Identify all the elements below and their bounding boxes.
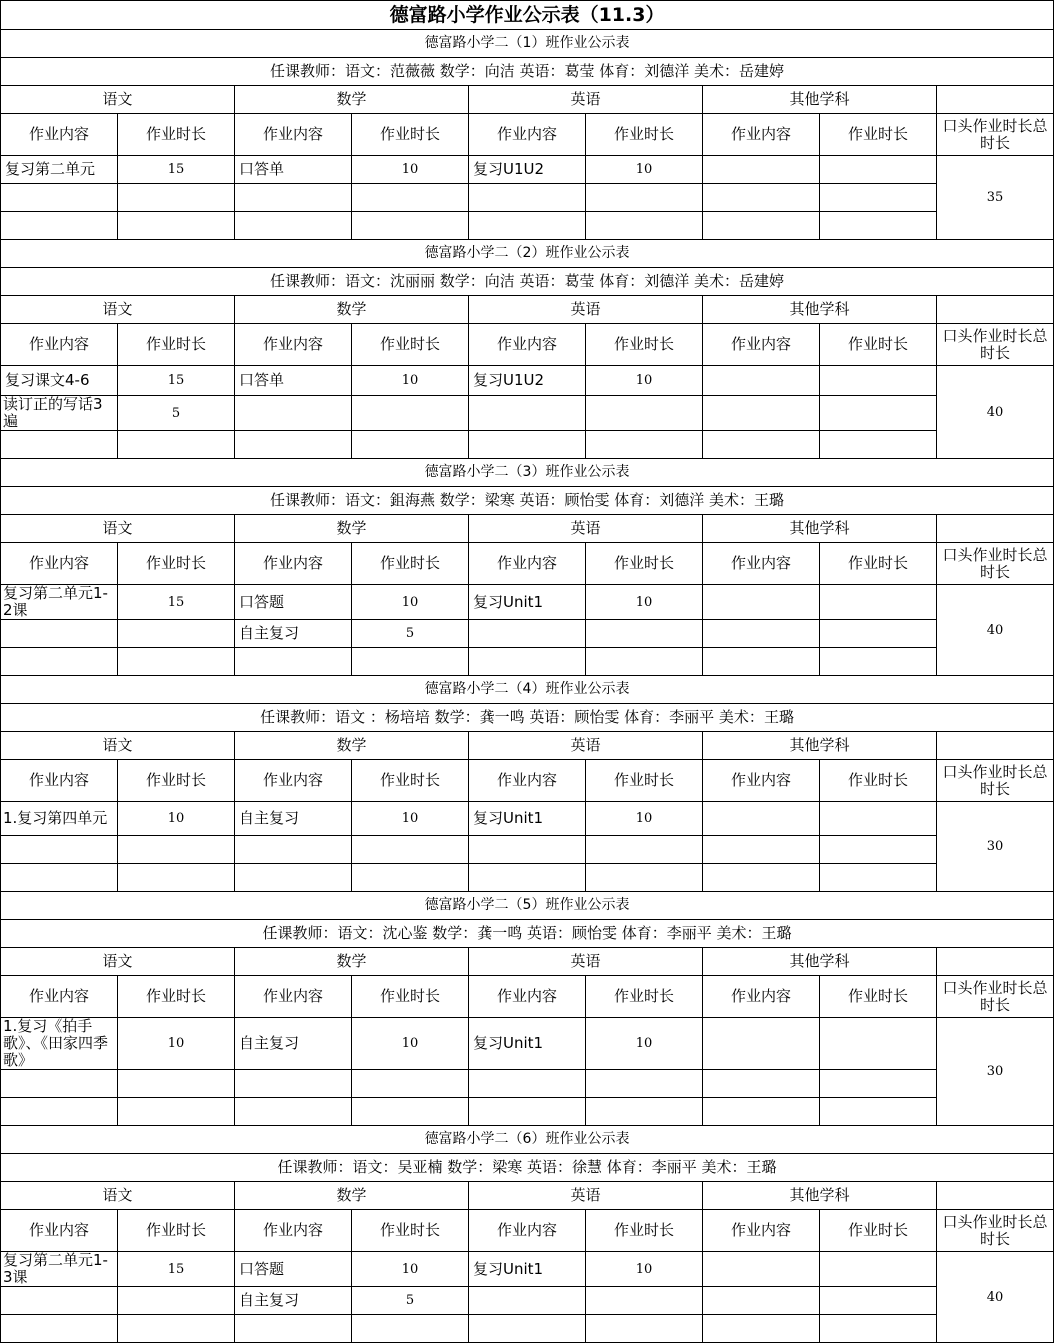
homework-duration-cell [820,648,937,676]
subject-math: 数学 [235,86,469,114]
class-heading-row [1,676,1054,704]
homework-content-cell [469,1287,586,1315]
homework-content-cell [1,431,118,459]
homework-content-cell: 复习U1U2 [469,366,586,396]
table-row [1,212,1054,240]
col-duration-header: 作业时长 [820,760,937,802]
teachers-row [1,58,1054,86]
empty-cell [937,948,1054,976]
homework-content-cell [235,212,352,240]
homework-duration-cell [820,156,937,184]
homework-content-cell [703,648,820,676]
homework-content-cell [1,836,118,864]
table-row [1,184,1054,212]
homework-duration-cell [586,648,703,676]
homework-content-cell: 复习第二单元1-3课 [1,1252,118,1287]
homework-content-cell [235,836,352,864]
col-content-header: 作业内容 [703,324,820,366]
col-duration-header: 作业时长 [586,760,703,802]
homework-duration-cell [586,1287,703,1315]
column-header-row [1,760,1054,802]
col-duration-header: 作业时长 [820,976,937,1018]
table-row [1,1098,1054,1126]
table-row [1,864,1054,892]
subject-header-row [1,732,1054,760]
homework-duration-cell [820,1018,937,1070]
subject-english: 英语 [469,948,703,976]
homework-content-cell: 口答单 [235,366,352,396]
homework-duration-cell: 10 [118,1018,235,1070]
homework-content-cell [1,648,118,676]
homework-duration-cell [586,1315,703,1343]
homework-duration-cell [820,585,937,620]
homework-content-cell [469,1098,586,1126]
subject-chinese: 语文 [1,1182,235,1210]
homework-duration-cell [352,212,469,240]
homework-content-cell [703,431,820,459]
homework-content-cell [469,396,586,431]
homework-duration-cell [118,184,235,212]
col-content-header: 作业内容 [469,1210,586,1252]
col-duration-header: 作业时长 [352,1210,469,1252]
homework-duration-cell [820,864,937,892]
homework-content-cell: 复习Unit1 [469,585,586,620]
homework-content-cell [1,212,118,240]
homework-content-cell [1,1098,118,1126]
homework-duration-cell [820,431,937,459]
homework-duration-cell: 10 [352,156,469,184]
col-duration-header: 作业时长 [118,1210,235,1252]
homework-content-cell [469,1315,586,1343]
empty-cell [937,296,1054,324]
homework-content-cell [703,1315,820,1343]
homework-content-cell [469,648,586,676]
oral-total-cell: 40 [937,366,1054,459]
subject-other: 其他学科 [703,86,937,114]
empty-cell [937,86,1054,114]
homework-content-cell: 复习Unit1 [469,1018,586,1070]
col-oral-total-header: 口头作业时长总时长 [937,324,1054,366]
col-oral-total-header: 口头作业时长总时长 [937,1210,1054,1252]
col-duration-header: 作业时长 [586,324,703,366]
table-row [1,648,1054,676]
homework-content-cell [703,212,820,240]
col-content-header: 作业内容 [1,114,118,156]
subject-header-row [1,296,1054,324]
homework-content-cell [703,184,820,212]
homework-content-cell: 复习Unit1 [469,802,586,836]
homework-content-cell [703,396,820,431]
homework-content-cell [703,1252,820,1287]
col-content-header: 作业内容 [469,976,586,1018]
homework-duration-cell: 10 [586,585,703,620]
teachers-line: 任课教师：语文：沈丽丽 数学：向洁 英语：葛莹 体育：刘德洋 美术：岳建婷 [1,268,1054,296]
homework-duration-cell [820,212,937,240]
teachers-line: 任课教师：语文 ：杨培培 数学：龚一鸣 英语：顾怡雯 体育：李丽平 美术：王璐 [1,704,1054,732]
homework-duration-cell [820,1252,937,1287]
homework-content-cell [703,864,820,892]
col-content-header: 作业内容 [235,543,352,585]
homework-duration-cell [586,212,703,240]
col-duration-header: 作业时长 [586,1210,703,1252]
homework-duration-cell [586,1070,703,1098]
col-content-header: 作业内容 [469,760,586,802]
col-duration-header: 作业时长 [586,976,703,1018]
table-row [1,802,1054,836]
homework-content-cell [703,156,820,184]
table-row [1,1315,1054,1343]
subject-other: 其他学科 [703,732,937,760]
class-heading: 德富路小学二（3）班作业公示表 [1,459,1054,487]
subject-chinese: 语文 [1,296,235,324]
homework-duration-cell: 15 [118,156,235,184]
col-duration-header: 作业时长 [586,114,703,156]
subject-math: 数学 [235,732,469,760]
homework-duration-cell [586,836,703,864]
teachers-line: 任课教师：语文：范薇薇 数学：向洁 英语：葛莹 体育：刘德洋 美术：岳建婷 [1,58,1054,86]
homework-duration-cell [118,620,235,648]
homework-duration-cell [118,1098,235,1126]
subject-header-row [1,515,1054,543]
homework-duration-cell [820,1315,937,1343]
homework-content-cell [1,184,118,212]
homework-content-cell [703,585,820,620]
class-heading: 德富路小学二（5）班作业公示表 [1,892,1054,920]
oral-total-cell: 30 [937,1018,1054,1126]
homework-content-cell [1,1287,118,1315]
col-duration-header: 作业时长 [352,543,469,585]
col-content-header: 作业内容 [235,976,352,1018]
homework-duration-cell: 10 [352,802,469,836]
homework-duration-cell [352,648,469,676]
subject-chinese: 语文 [1,515,235,543]
class-heading-row [1,240,1054,268]
table-row [1,431,1054,459]
col-content-header: 作业内容 [1,976,118,1018]
class-heading: 德富路小学二（6）班作业公示表 [1,1126,1054,1154]
homework-content-cell [1,864,118,892]
col-content-header: 作业内容 [1,1210,118,1252]
homework-content-cell [1,1315,118,1343]
subject-math: 数学 [235,1182,469,1210]
col-duration-header: 作业时长 [118,760,235,802]
teachers-row [1,1154,1054,1182]
table-row [1,1252,1054,1287]
col-content-header: 作业内容 [235,760,352,802]
oral-total-cell: 35 [937,156,1054,240]
table-row [1,396,1054,431]
col-content-header: 作业内容 [703,1210,820,1252]
homework-duration-cell [820,1287,937,1315]
subject-other: 其他学科 [703,1182,937,1210]
homework-content-cell: 口答单 [235,156,352,184]
homework-content-cell: 复习Unit1 [469,1252,586,1287]
homework-duration-cell [820,1070,937,1098]
column-header-row [1,114,1054,156]
subject-english: 英语 [469,732,703,760]
subject-math: 数学 [235,515,469,543]
teachers-row [1,920,1054,948]
homework-duration-cell [820,396,937,431]
homework-duration-cell [352,1315,469,1343]
homework-content-cell [703,366,820,396]
col-content-header: 作业内容 [703,976,820,1018]
table-row [1,1018,1054,1070]
homework-duration-cell: 15 [118,366,235,396]
homework-duration-cell: 5 [118,396,235,431]
homework-content-cell: 1.复习《拍手歌》、《田家四季歌》 [1,1018,118,1070]
class-heading: 德富路小学二（1）班作业公示表 [1,30,1054,58]
table-row [1,1070,1054,1098]
homework-content-cell [1,1070,118,1098]
teachers-row [1,487,1054,515]
col-duration-header: 作业时长 [118,324,235,366]
col-content-header: 作业内容 [1,543,118,585]
subject-other: 其他学科 [703,948,937,976]
col-oral-total-header: 口头作业时长总时长 [937,760,1054,802]
page-title: 德富路小学作业公示表（11.3） [1,1,1054,30]
table-row [1,585,1054,620]
subject-header-row [1,86,1054,114]
table-row [1,366,1054,396]
homework-content-cell [235,1098,352,1126]
homework-duration-cell: 10 [352,585,469,620]
homework-duration-cell: 5 [352,620,469,648]
col-content-header: 作业内容 [235,1210,352,1252]
subject-english: 英语 [469,1182,703,1210]
homework-content-cell: 自主复习 [235,802,352,836]
column-header-row [1,324,1054,366]
homework-content-cell [703,1070,820,1098]
oral-total-cell: 40 [937,585,1054,676]
col-content-header: 作业内容 [469,114,586,156]
class-heading: 德富路小学二（2）班作业公示表 [1,240,1054,268]
homework-content-cell [235,1315,352,1343]
subject-math: 数学 [235,948,469,976]
column-header-row [1,976,1054,1018]
homework-duration-cell: 5 [352,1287,469,1315]
col-content-header: 作业内容 [469,543,586,585]
homework-duration-cell [118,864,235,892]
class-heading-row [1,892,1054,920]
homework-content-cell [235,864,352,892]
table-row [1,156,1054,184]
homework-content-cell [469,864,586,892]
homework-duration-cell [820,836,937,864]
col-oral-total-header: 口头作业时长总时长 [937,114,1054,156]
homework-duration-cell [586,431,703,459]
col-duration-header: 作业时长 [586,543,703,585]
col-content-header: 作业内容 [235,324,352,366]
subject-chinese: 语文 [1,86,235,114]
col-duration-header: 作业时长 [352,760,469,802]
empty-cell [937,515,1054,543]
homework-duration-cell [820,366,937,396]
homework-duration-cell [352,836,469,864]
homework-duration-cell: 10 [586,366,703,396]
homework-content-cell: 读订正的写话3遍 [1,396,118,431]
col-content-header: 作业内容 [469,324,586,366]
homework-duration-cell [118,648,235,676]
homework-duration-cell [118,1287,235,1315]
homework-content-cell [235,648,352,676]
col-duration-header: 作业时长 [118,543,235,585]
col-duration-header: 作业时长 [352,976,469,1018]
teachers-line: 任课教师：语文：吴亚楠 数学：梁寒 英语：徐慧 体育：李丽平 美术：王璐 [1,1154,1054,1182]
homework-content-cell [1,620,118,648]
col-content-header: 作业内容 [1,760,118,802]
col-duration-header: 作业时长 [118,976,235,1018]
homework-duration-cell [352,396,469,431]
oral-total-cell: 40 [937,1252,1054,1343]
col-content-header: 作业内容 [1,324,118,366]
subject-chinese: 语文 [1,732,235,760]
homework-content-cell [235,396,352,431]
homework-content-cell [703,836,820,864]
class-heading-row [1,459,1054,487]
homework-duration-cell [118,836,235,864]
homework-duration-cell [820,1098,937,1126]
teachers-row [1,268,1054,296]
homework-duration-cell: 10 [586,802,703,836]
class-heading: 德富路小学二（4）班作业公示表 [1,676,1054,704]
class-heading-row [1,1126,1054,1154]
homework-duration-cell: 15 [118,585,235,620]
homework-duration-cell [352,1070,469,1098]
homework-duration-cell [586,1098,703,1126]
col-duration-header: 作业时长 [118,114,235,156]
homework-content-cell: 复习第二单元1-2课 [1,585,118,620]
homework-duration-cell [586,620,703,648]
homework-duration-cell [352,184,469,212]
homework-content-cell: 自主复习 [235,1287,352,1315]
homework-content-cell [235,431,352,459]
oral-total-cell: 30 [937,802,1054,892]
empty-cell [937,1182,1054,1210]
homework-duration-cell [118,1070,235,1098]
homework-content-cell: 1.复习第四单元 [1,802,118,836]
table-row [1,620,1054,648]
col-duration-header: 作业时长 [352,324,469,366]
table-row [1,836,1054,864]
homework-duration-cell [820,620,937,648]
col-duration-header: 作业时长 [352,114,469,156]
homework-content-cell: 自主复习 [235,620,352,648]
class-heading-row [1,30,1054,58]
col-oral-total-header: 口头作业时长总时长 [937,976,1054,1018]
col-duration-header: 作业时长 [820,1210,937,1252]
subject-other: 其他学科 [703,515,937,543]
homework-content-cell [469,1070,586,1098]
teachers-line: 任课教师：语文：沈心鉴 数学：龚一鸣 英语：顾怡雯 体育：李丽平 美术：王璐 [1,920,1054,948]
col-content-header: 作业内容 [235,114,352,156]
homework-content-cell [469,431,586,459]
homework-duration-cell: 10 [586,1252,703,1287]
homework-content-cell: 口答题 [235,585,352,620]
subject-chinese: 语文 [1,948,235,976]
col-content-header: 作业内容 [703,543,820,585]
subject-english: 英语 [469,515,703,543]
homework-duration-cell [820,802,937,836]
subject-header-row [1,948,1054,976]
col-duration-header: 作业时长 [820,324,937,366]
col-content-header: 作业内容 [703,114,820,156]
homework-duration-cell [352,864,469,892]
homework-content-cell: 自主复习 [235,1018,352,1070]
homework-duration-cell [118,212,235,240]
teachers-row [1,704,1054,732]
homework-duration-cell [118,431,235,459]
subject-other: 其他学科 [703,296,937,324]
homework-duration-cell: 10 [586,1018,703,1070]
homework-duration-cell: 10 [118,802,235,836]
homework-content-cell [235,1070,352,1098]
homework-duration-cell: 10 [352,1018,469,1070]
homework-content-cell [703,1018,820,1070]
homework-content-cell [469,184,586,212]
homework-content-cell [703,802,820,836]
homework-duration-cell [820,184,937,212]
homework-duration-cell: 15 [118,1252,235,1287]
homework-duration-cell [586,396,703,431]
homework-content-cell [235,184,352,212]
homework-content-cell [703,620,820,648]
homework-content-cell: 复习U1U2 [469,156,586,184]
column-header-row [1,543,1054,585]
homework-duration-cell [586,864,703,892]
homework-duration-cell [352,431,469,459]
homework-content-cell [703,1098,820,1126]
homework-duration-cell: 10 [352,1252,469,1287]
homework-duration-cell: 10 [352,366,469,396]
column-header-row [1,1210,1054,1252]
col-oral-total-header: 口头作业时长总时长 [937,543,1054,585]
empty-cell [937,732,1054,760]
col-duration-header: 作业时长 [820,114,937,156]
homework-content-cell: 复习课文4-6 [1,366,118,396]
homework-content-cell: 口答题 [235,1252,352,1287]
col-content-header: 作业内容 [703,760,820,802]
table-row [1,1287,1054,1315]
subject-english: 英语 [469,86,703,114]
col-duration-header: 作业时长 [820,543,937,585]
homework-duration-cell [586,184,703,212]
homework-duration-cell [118,1315,235,1343]
subject-math: 数学 [235,296,469,324]
homework-content-cell [703,1287,820,1315]
homework-content-cell [469,212,586,240]
homework-content-cell [469,836,586,864]
homework-duration-cell [352,1098,469,1126]
teachers-line: 任课教师：语文：鉏海燕 数学：梁寒 英语：顾怡雯 体育：刘德洋 美术：王璐 [1,487,1054,515]
subject-english: 英语 [469,296,703,324]
homework-duration-cell: 10 [586,156,703,184]
homework-content-cell [469,620,586,648]
homework-content-cell: 复习第二单元 [1,156,118,184]
subject-header-row [1,1182,1054,1210]
